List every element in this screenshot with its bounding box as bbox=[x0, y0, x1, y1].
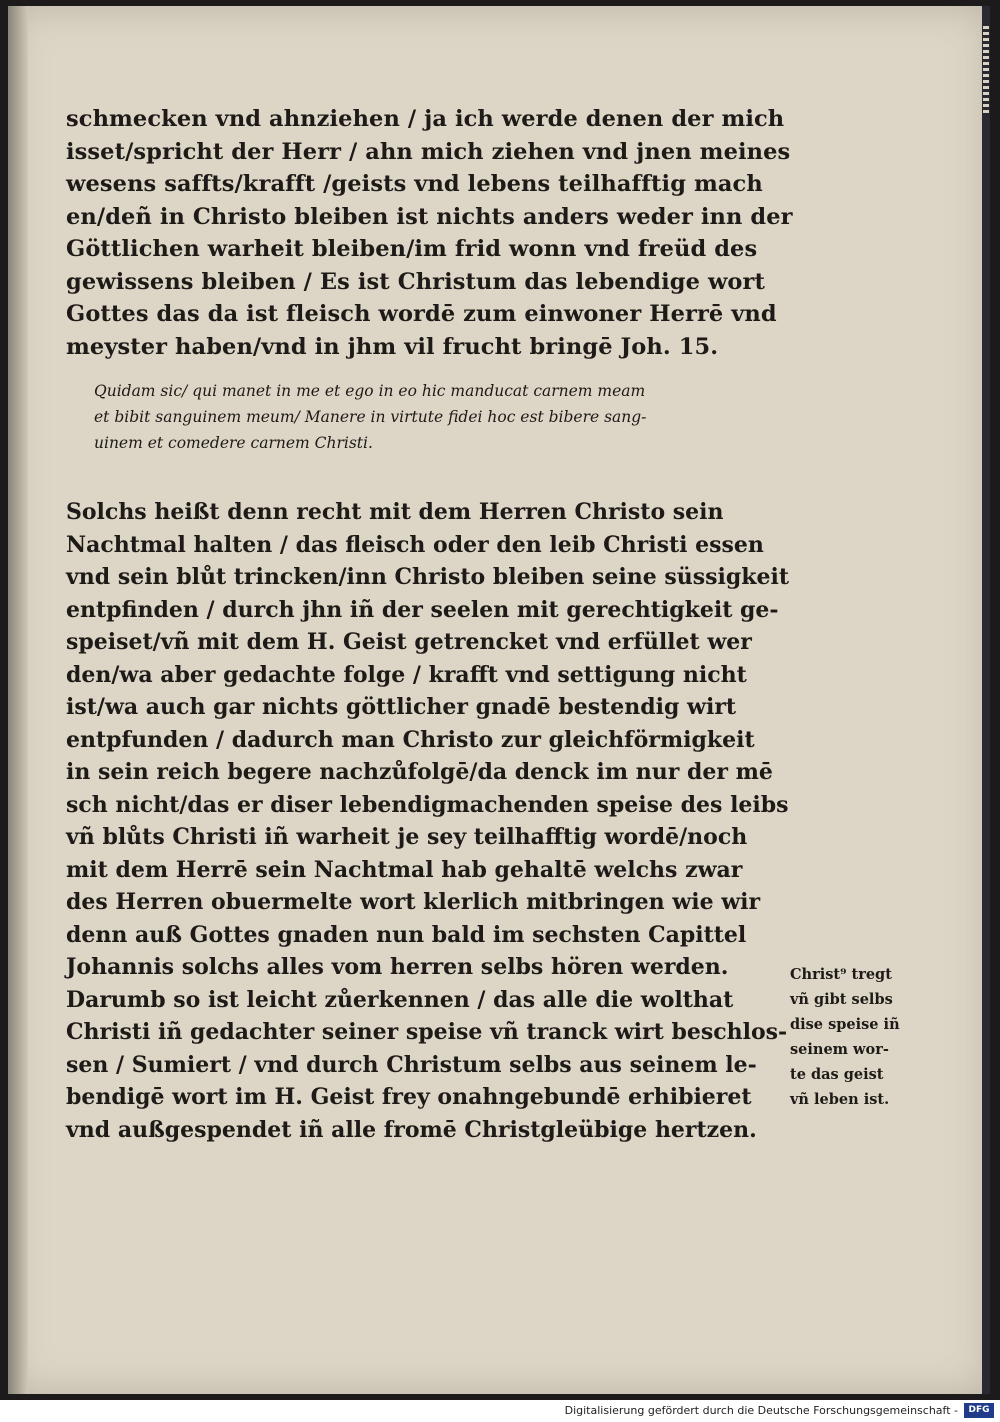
text-line: vñ gibt selbs bbox=[790, 991, 893, 1008]
text-line: dise speise iñ bbox=[790, 1016, 900, 1033]
text-line: entpfunden / dadurch man Christo zur gleichförmigkeit bbox=[66, 726, 755, 753]
dfg-logo: DFG bbox=[964, 1403, 994, 1418]
text-line: meyster haben/vnd in jhm vil frucht bringē Joh. 15. bbox=[66, 333, 719, 360]
text-line: Nachtmal halten / das fleisch oder den leib Christi essen bbox=[66, 531, 764, 558]
text-line: Christi iñ gedachter seiner speise vñ tranck wirt beschlos- bbox=[66, 1019, 788, 1045]
text-line: Gottes das da ist fleisch wordē zum einwoner Herrē vnd bbox=[66, 301, 777, 327]
text-line: wesens saffts/krafft /geists vnd lebens teilhafftig mach bbox=[66, 171, 763, 197]
text-line: Darumb so ist leicht zůerkennen / das alle die wolthat bbox=[66, 986, 734, 1013]
text-line: ist/wa auch gar nichts göttlicher gnadē bestendig wirt bbox=[66, 694, 737, 720]
text-line: Christ⁹ tregt bbox=[790, 966, 892, 983]
paragraph-1 bbox=[66, 103, 791, 363]
footer-bar bbox=[0, 1400, 1000, 1422]
text-line: in sein reich begere nachzůfolgē/da denck im nur der mē bbox=[66, 759, 773, 785]
text-line: des Herren obuermelte wort klerlich mitbringen wie wir bbox=[66, 889, 761, 915]
marginal-note bbox=[790, 962, 930, 1112]
text-line: te das geist bbox=[790, 1066, 884, 1083]
text-line: vñ blůts Christi iñ warheit je sey teilhafftig wordē/noch bbox=[66, 824, 748, 850]
text-line: sch nicht/das er diser lebendigmachenden speise des leibs bbox=[66, 791, 789, 818]
text-line: et bibit sanguinem meum/ Manere in virtute fidei hoc est bibere sang- bbox=[94, 408, 647, 426]
text-line: bendigē wort im H. Geist frey onahngebundē erhibieret bbox=[66, 1084, 752, 1110]
text-line: mit dem Herrē sein Nachtmal hab gehaltē welchs zwar bbox=[66, 856, 743, 883]
text-line: vnd sein blůt trincken/inn Christo bleiben seine süssigkeit bbox=[66, 564, 790, 590]
text-line: en/deñ in Christo bleiben ist nichts anders weder inn der bbox=[66, 203, 793, 230]
text-line: seinem wor- bbox=[790, 1041, 889, 1058]
text-line: uinem et comedere carnem Christi. bbox=[94, 434, 373, 452]
page-edge-marks bbox=[983, 26, 989, 116]
text-line: isset/spricht der Herr / ahn mich ziehen vnd jnen meines bbox=[66, 138, 791, 165]
text-line: denn auß Gottes gnaden nun bald im sechsten Capittel bbox=[66, 921, 747, 948]
page-edge bbox=[982, 6, 990, 1394]
text-line: gewissens bleiben / Es ist Christum das lebendige wort bbox=[66, 268, 765, 295]
text-line: den/wa aber gedachte folge / krafft vnd settigung nicht bbox=[66, 661, 747, 688]
paragraph-3 bbox=[66, 496, 791, 1146]
text-line: entpfinden / durch jhn iñ der seelen mit gerechtigkeit ge- bbox=[66, 596, 779, 623]
text-line: Quidam sic/ qui manet in me et ego in eo hic manducat carnem meam bbox=[94, 382, 646, 400]
page-gutter bbox=[8, 6, 28, 1394]
text-line: Solchs heißt denn recht mit dem Herren Christo sein bbox=[66, 499, 724, 525]
text-line: Johannis solchs alles vom herren selbs hören werden. bbox=[66, 954, 729, 980]
text-line: sen / Sumiert / vnd durch Christum selbs aus seinem le- bbox=[66, 1051, 757, 1078]
text-line: Göttlichen warheit bleiben/im frid wonn vnd freüd des bbox=[66, 236, 758, 262]
latin-quotation bbox=[94, 378, 784, 456]
text-line: speiset/vñ mit dem H. Geist getrencket vnd erfüllet wer bbox=[66, 629, 752, 655]
text-line: schmecken vnd ahnziehen / ja ich werde denen der mich bbox=[66, 106, 785, 132]
text-line: vnd außgespendet iñ alle fromē Christgleübige hertzen. bbox=[66, 1116, 757, 1143]
funding-credit: Digitalisierung gefördert durch die Deutsche Forschungsgemeinschaft - bbox=[564, 1404, 958, 1417]
text-line: vñ leben ist. bbox=[790, 1091, 890, 1108]
